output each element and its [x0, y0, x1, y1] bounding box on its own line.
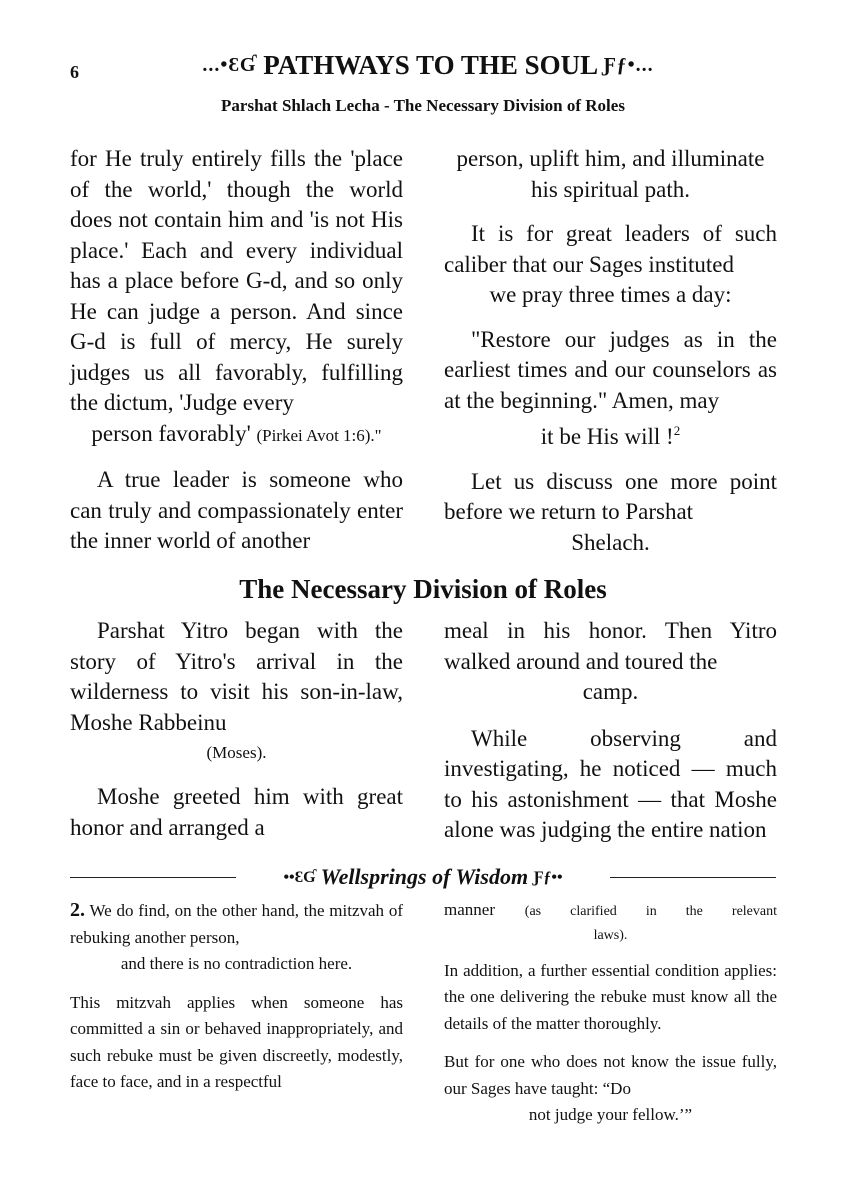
footnote-divider-label: ••ƐƓ Wellsprings of Wisdom Ƒƒ•• — [283, 864, 563, 889]
ornament-left-icon: ...•ƐƓ — [202, 54, 257, 76]
ornament-right-icon: Ƒƒ•... — [603, 54, 654, 76]
paragraph-end: camp. — [582, 679, 639, 704]
top-right-column — [444, 144, 777, 558]
paragraph: Parshat Yitro began with the story of Yitro's arrival in the wilderness to visit his son-in-law, Moshe Rabbeinu — [70, 618, 403, 735]
paragraph-end: we pray three times a day: — [489, 282, 732, 307]
paragraph-start: While observing and — [471, 725, 777, 751]
footnote-reference[interactable]: 2 — [673, 423, 681, 438]
paragraph: Let us discuss one more point before we return to Parshat — [444, 468, 777, 524]
page-number: 6 — [70, 62, 79, 82]
footnote-left-column — [70, 897, 403, 1096]
paragraph: Moshe greeted him with great honor and arranged a — [70, 784, 403, 840]
chapter-subtitle: Parshat Shlach Lecha - The Necessary Division of Roles — [221, 96, 625, 115]
paragraph-end: Shelach. — [571, 529, 650, 555]
footnote-paragraph-end: and there is no contradiction here. — [120, 954, 353, 973]
section-left-column — [70, 616, 403, 843]
paragraph: for He truly entirely fills the 'place of the world,' though the world does not contain him and 'is not His place.' Each and every individual has a place before G-d, and so only He can judge a person. And since G-d is full of mercy, He surely judges us all favorably, fulfilling the dictum, 'Judge every — [70, 146, 403, 415]
top-left-column — [70, 144, 403, 557]
paragraph-end: person favorably' (Pirkei Avot 1:6)." — [91, 420, 382, 446]
footnote-paragraph: 2. We do find, on the other hand, the mitzvah of rebuking another person, — [70, 899, 403, 947]
section-title: The Necessary Division of Roles — [239, 574, 607, 604]
footnote-number: 2. — [70, 899, 85, 921]
footnote-right-column — [444, 897, 777, 1129]
divider-ornament-left-icon: ••ƐƓ — [283, 869, 316, 886]
footnote-paragraph-end: not judge your fellow.’” — [528, 1105, 693, 1124]
paragraph: meal in his honor. Then Yitro walked around and toured the — [444, 618, 777, 674]
citation: (Pirkei Avot 1:6)." — [256, 425, 382, 445]
divider-ornament-right-icon: Ƒƒ•• — [533, 869, 563, 886]
footnote-divider — [70, 862, 776, 892]
paragraph: It is for great leaders of such caliber that our Sages instituted — [444, 221, 777, 277]
book-title: PATHWAYS TO THE SOUL — [263, 50, 597, 80]
running-head — [128, 50, 728, 81]
paragraph: "Restore our judges as in the earliest times and our counselors as at the beginning." Amen, may — [444, 326, 777, 413]
footnote-paragraph: manner (as clarified in the relevant — [444, 900, 777, 919]
paragraph: person, uplift him, and illuminate his spiritual path. — [456, 146, 765, 202]
footnote-paragraph: In addition, a further essential condition applies: the one delivering the rebuke must know all the details of the matter thoroughly. — [444, 960, 777, 1033]
footnote-paragraph: But for one who does not know the issue fully, our Sages have taught: “Do — [444, 1052, 777, 1098]
paragraph: investigating, he noticed — much to his astonishment — that Moshe alone was judging the entire nation — [444, 756, 777, 842]
footnote-paragraph: This mitzvah applies when someone has committed a sin or behaved inappropriately, and such rebuke must be given discreetly, modestly, face to face, and in a respectful — [70, 992, 403, 1091]
paragraph: A true leader is someone who can truly and compassionately enter the inner world of another — [70, 467, 403, 553]
section-right-column — [444, 616, 777, 846]
paragraph-end: (Moses). — [206, 743, 267, 762]
paragraph-end: it be His will !$^2$ — [540, 423, 681, 449]
footnote-paragraph-end: laws). — [593, 927, 628, 943]
